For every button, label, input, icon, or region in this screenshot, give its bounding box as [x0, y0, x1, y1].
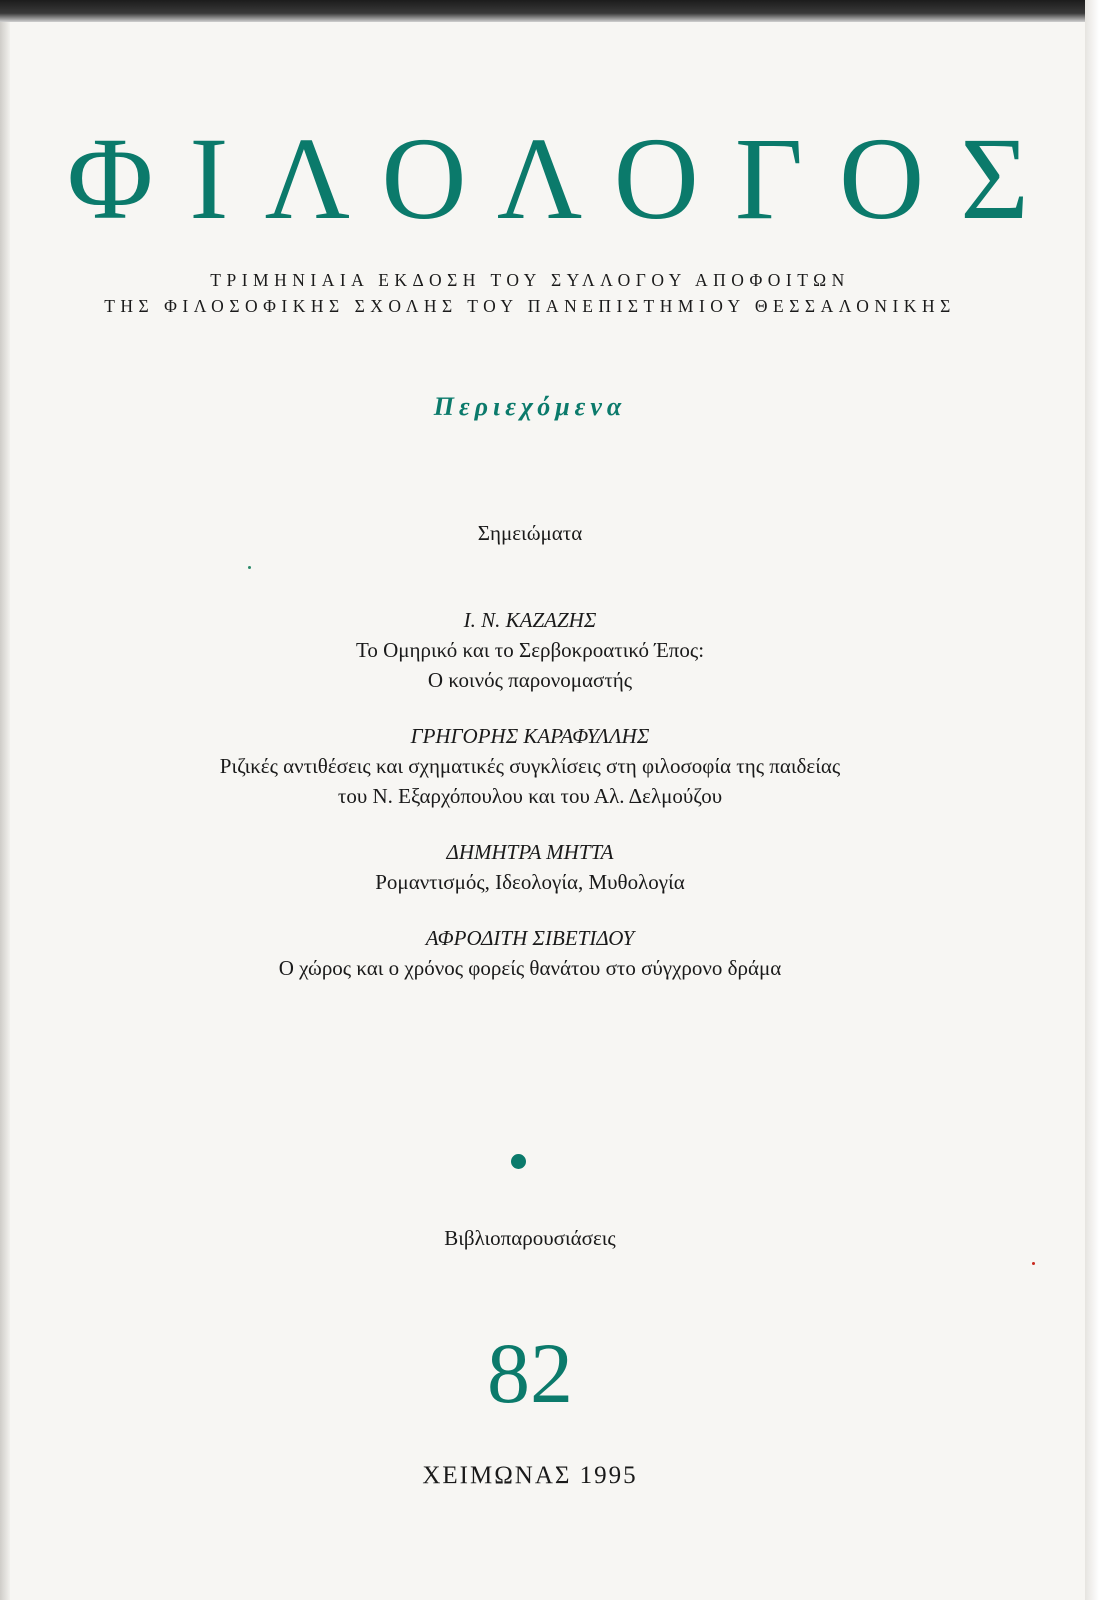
- article-entry: [0, 923, 1060, 983]
- reviews-section-label: Βιβλιοπαρουσιάσεις: [444, 1226, 616, 1250]
- cover-right-edge: [1085, 0, 1099, 1600]
- article-author: ΔΗΜΗΤΡΑ ΜΗΤΤΑ: [446, 840, 614, 864]
- article-title-line: Ρομαντισμός, Ιδεολογία, Μυθολογία: [375, 870, 685, 894]
- article-title-line: του Ν. Εξαρχόπουλου και του Αλ. Δελμούζου: [337, 784, 723, 808]
- article-entry: [0, 605, 1060, 695]
- article-entry: [0, 721, 1060, 811]
- issue-number: 82: [487, 1325, 573, 1421]
- article-title-line: Ριζικές αντιθέσεις και σχηματικές συγκλίσεις στη φιλοσοφία της παιδείας: [219, 754, 841, 778]
- cover-top-edge: [0, 0, 1099, 22]
- article-author: ΑΦΡΟΔΙΤΗ ΣΙΒΕΤΙΔΟΥ: [425, 926, 635, 950]
- article-author: Ι. Ν. ΚΑΖΑΖΗΣ: [463, 608, 597, 632]
- contents-heading: Περιεχόμενα: [433, 392, 627, 421]
- print-speck: [248, 566, 251, 569]
- article-title-line: Ο κοινός παρονομαστής: [427, 668, 633, 692]
- article-author: ΓΡΗΓΟΡΗΣ ΚΑΡΑΦΥΛΛΗΣ: [410, 724, 650, 748]
- subtitle-line-2: ΤΗΣ ΦΙΛΟΣΟΦΙΚΗΣ ΣΧΟΛΗΣ ΤΟΥ ΠΑΝΕΠΙΣΤΗΜΙΟΥ ΘΕΣΣΑΛΟΝΙΚΗΣ: [104, 296, 956, 316]
- article-title-line: Το Ομηρικό και το Σερβοκροατικό Έπος:: [355, 638, 705, 662]
- journal-title: ΦΙΛΟΛΟΓΟΣ: [67, 113, 1065, 244]
- article-title-line: Ο χώρος και ο χρόνος φορείς θανάτου στο σύγχρονο δράμα: [278, 956, 782, 980]
- article-entry: [0, 837, 1060, 897]
- print-speck: [1032, 1262, 1035, 1265]
- season-year: ΧΕΙΜΩΝΑΣ 1995: [422, 1462, 638, 1489]
- bullet-dot-icon: [511, 1154, 526, 1169]
- subtitle-line-1: ΤΡΙΜΗΝΙΑΙΑ ΕΚΔΟΣΗ ΤΟΥ ΣΥΛΛΟΓΟΥ ΑΠΟΦΟΙΤΩΝ: [210, 270, 850, 290]
- notes-section-label: Σημειώματα: [477, 521, 583, 545]
